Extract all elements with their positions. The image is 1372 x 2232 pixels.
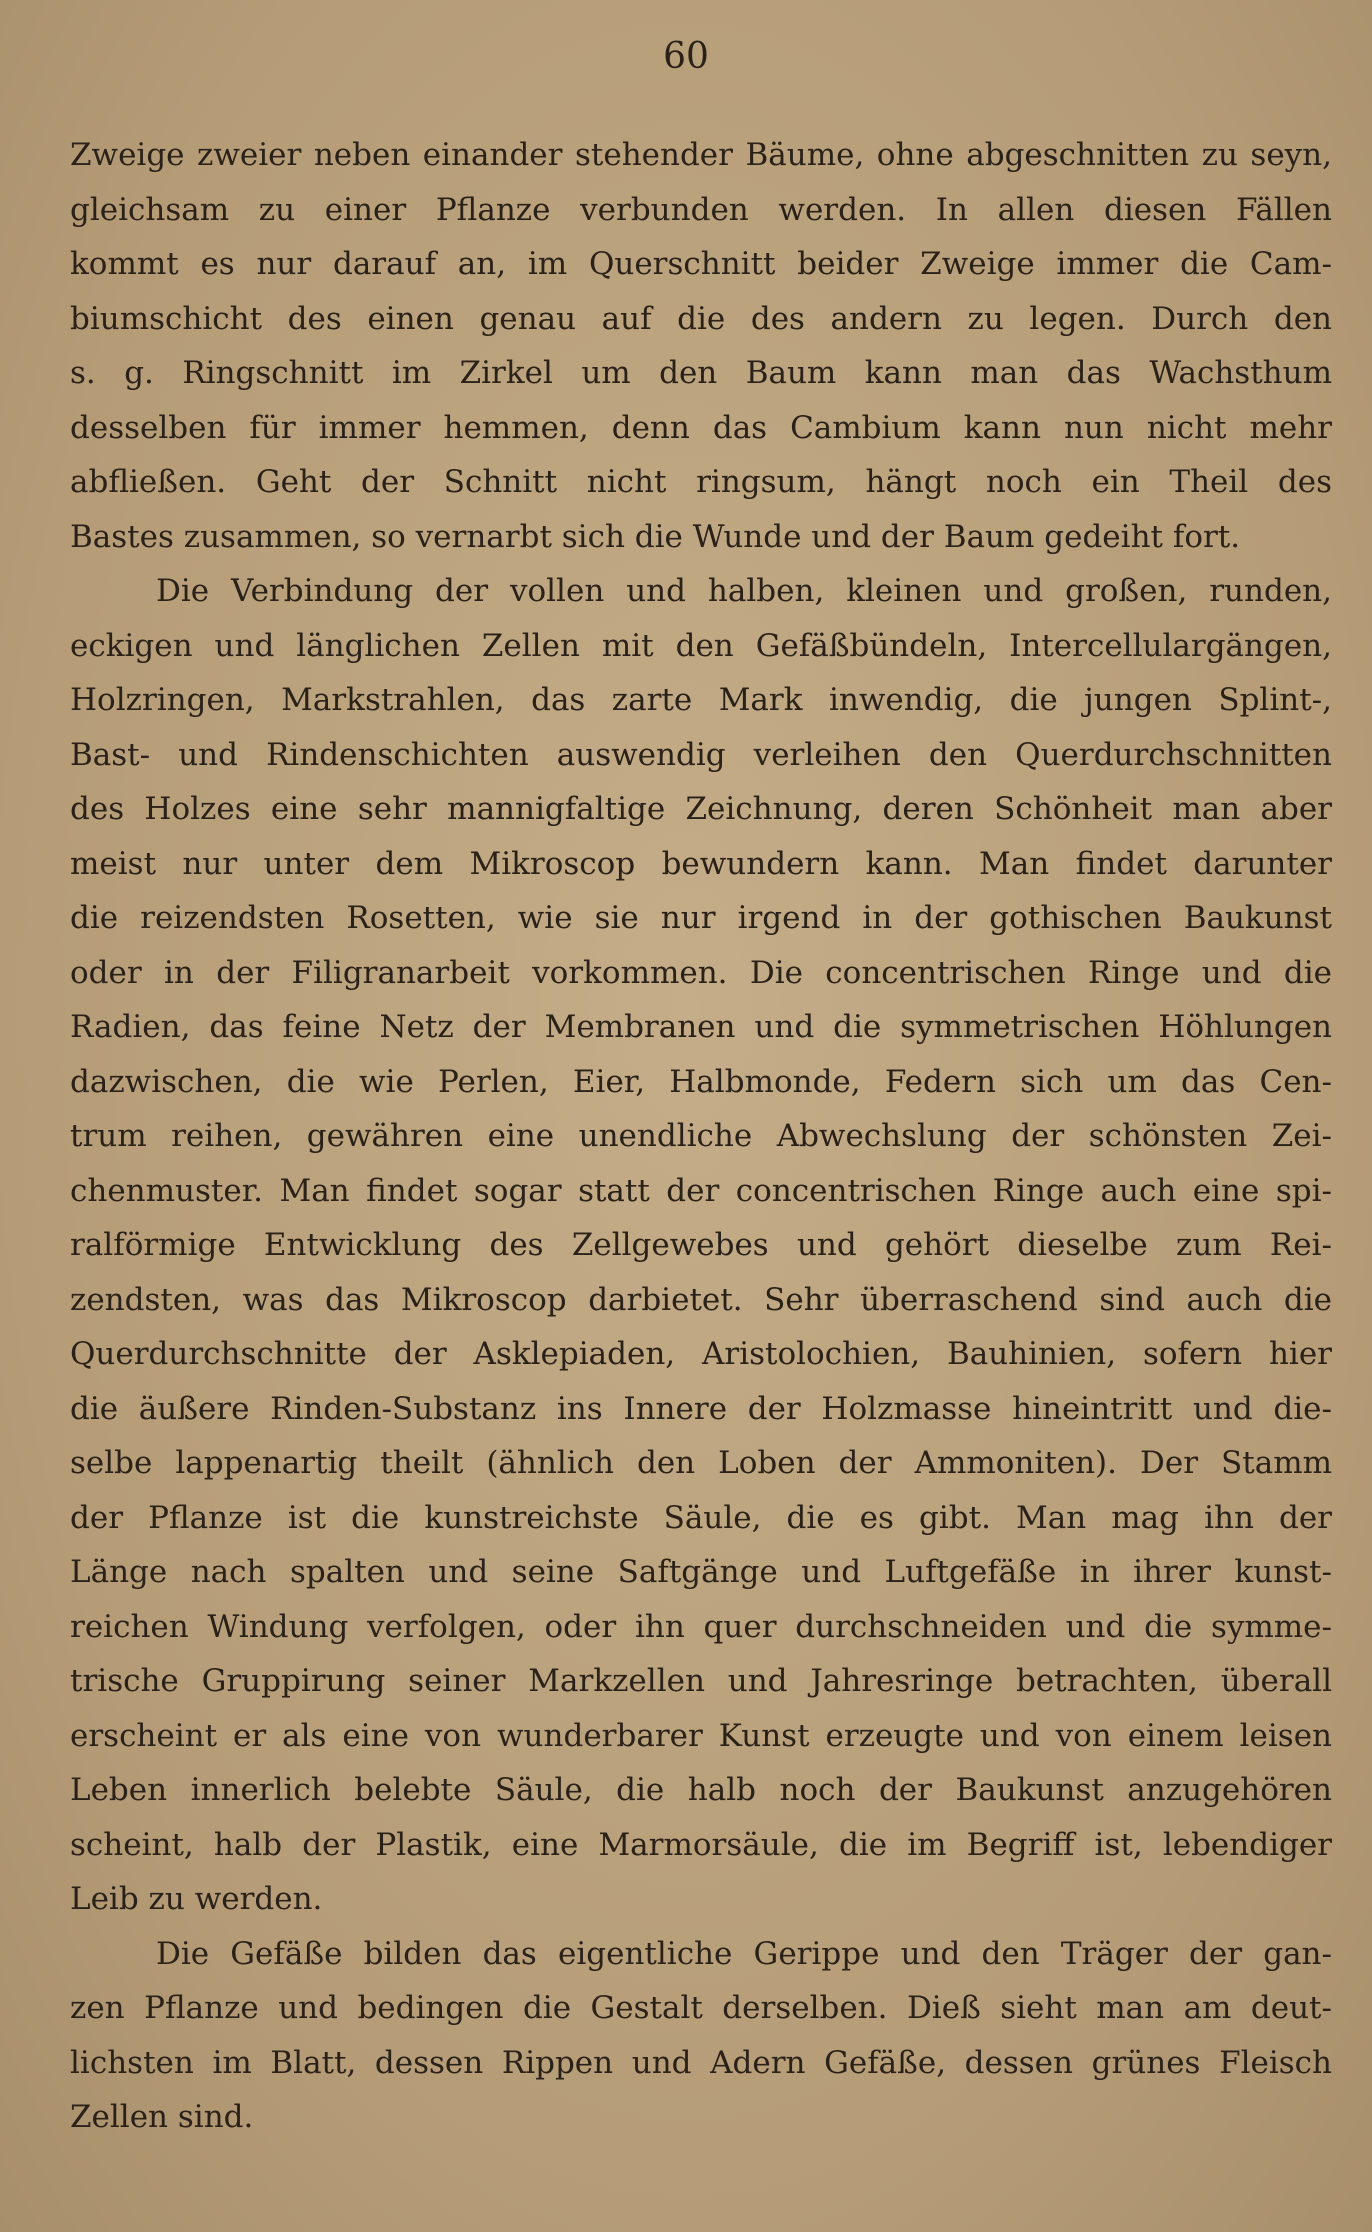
text-line: s. g. Ringschnitt im Zirkel um den Baum kann man das Wachsthum (70, 355, 1332, 391)
text-line: trum reihen, gewähren eine unendliche Abwechslung der schönsten Zei- (70, 1118, 1332, 1154)
text-line: die reizendsten Rosetten, wie sie nur irgend in der gothischen Baukunst (70, 900, 1332, 936)
text-line: reichen Windung verfolgen, oder ihn quer durchschneiden und die symme- (70, 1608, 1332, 1645)
text-line: biumschicht des einen genau auf die des andern zu legen. Durch den (70, 300, 1332, 337)
text-line: ralförmige Entwicklung des Zellgewebes und gehört dieselbe zum Rei- (70, 1227, 1332, 1263)
text-line: eckigen und länglichen Zellen mit den Gefäßbündeln, Intercellulargängen, (70, 627, 1332, 664)
text-line: die äußere Rinden-Substanz ins Innere der Holzmasse hineintritt und die- (70, 1390, 1332, 1427)
text-line: Länge nach spalten und seine Saftgänge und Luftgefäße in ihrer kunst- (70, 1554, 1332, 1590)
text-line: meist nur unter dem Mikroscop bewundern kann. Man findet darunter (70, 845, 1332, 882)
paragraph-3 (70, 1927, 1332, 2145)
text-line: der Pflanze ist die kunstreichste Säule, die es gibt. Man mag ihn der (70, 1499, 1332, 1536)
text-line: dazwischen, die wie Perlen, Eier, Halbmonde, Federn sich um das Cen- (70, 1063, 1332, 1100)
page-number: 60 (663, 36, 709, 77)
text-line: erscheint er als eine von wunderbarer Kunst erzeugte und von einem leisen (70, 1717, 1332, 1754)
text-line: scheint, halb der Plastik, eine Marmorsäule, die im Begriff ist, lebendiger (70, 1826, 1332, 1863)
text-line: des Holzes eine sehr mannigfaltige Zeichnung, deren Schönheit man aber (70, 791, 1332, 827)
text-line: Zweige zweier neben einander stehender Bäume, ohne abgeschnitten zu seyn, (70, 137, 1332, 173)
text-line: kommt es nur darauf an, im Querschnitt beider Zweige immer die Cam- (70, 246, 1332, 282)
text-line: Zellen sind. (70, 2099, 254, 2135)
paragraph-1 (70, 128, 1332, 564)
text-line: chenmuster. Man findet sogar statt der concentrischen Ringe auch eine spi- (70, 1172, 1332, 1209)
text-line: abfließen. Geht der Schnitt nicht ringsum, hängt noch ein Theil des (70, 464, 1332, 500)
text-line: Die Verbindung der vollen und halben, kleinen und großen, runden, (156, 573, 1332, 609)
text-line: trische Gruppirung seiner Markzellen und Jahresringe betrachten, überall (70, 1663, 1332, 1699)
body-text (70, 128, 1332, 2145)
text-line: gleichsam zu einer Pflanze verbunden werden. In allen diesen Fällen (70, 191, 1332, 228)
text-line: Leben innerlich belebte Säule, die halb noch der Baukunst anzugehören (70, 1772, 1332, 1808)
text-line: Die Gefäße bilden das eigentliche Gerippe und den Träger der gan- (156, 1935, 1332, 1972)
text-line: desselben für immer hemmen, denn das Cambium kann nun nicht mehr (70, 409, 1332, 446)
text-line: zen Pflanze und bedingen die Gestalt derselben. Dieß sieht man am deut- (70, 1990, 1332, 2026)
text-line: Bast- und Rindenschichten auswendig verleihen den Querdurchschnitten (70, 736, 1332, 773)
text-line: zendsten, was das Mikroscop darbietet. Sehr überraschend sind auch die (70, 1281, 1332, 1318)
text-line: Querdurchschnitte der Asklepiaden, Aristolochien, Bauhinien, sofern hier (70, 1336, 1332, 1372)
text-line: Leib zu werden. (70, 1881, 323, 1917)
text-line: Bastes zusammen, so vernarbt sich die Wunde und der Baum gedeiht fort. (70, 518, 1241, 555)
text-line: lichsten im Blatt, dessen Rippen und Adern Gefäße, dessen grünes Fleisch (70, 2044, 1332, 2081)
text-line: Radien, das feine Netz der Membranen und die symmetrischen Höhlungen (70, 1009, 1332, 1045)
text-line: oder in der Filigranarbeit vorkommen. Die concentrischen Ringe und die (70, 954, 1332, 991)
text-line: selbe lappenartig theilt (ähnlich den Loben der Ammoniten). Der Stamm (70, 1445, 1332, 1481)
text-line: Holzringen, Markstrahlen, das zarte Mark inwendig, die jungen Splint-, (70, 682, 1332, 718)
paragraph-2 (70, 564, 1332, 1927)
